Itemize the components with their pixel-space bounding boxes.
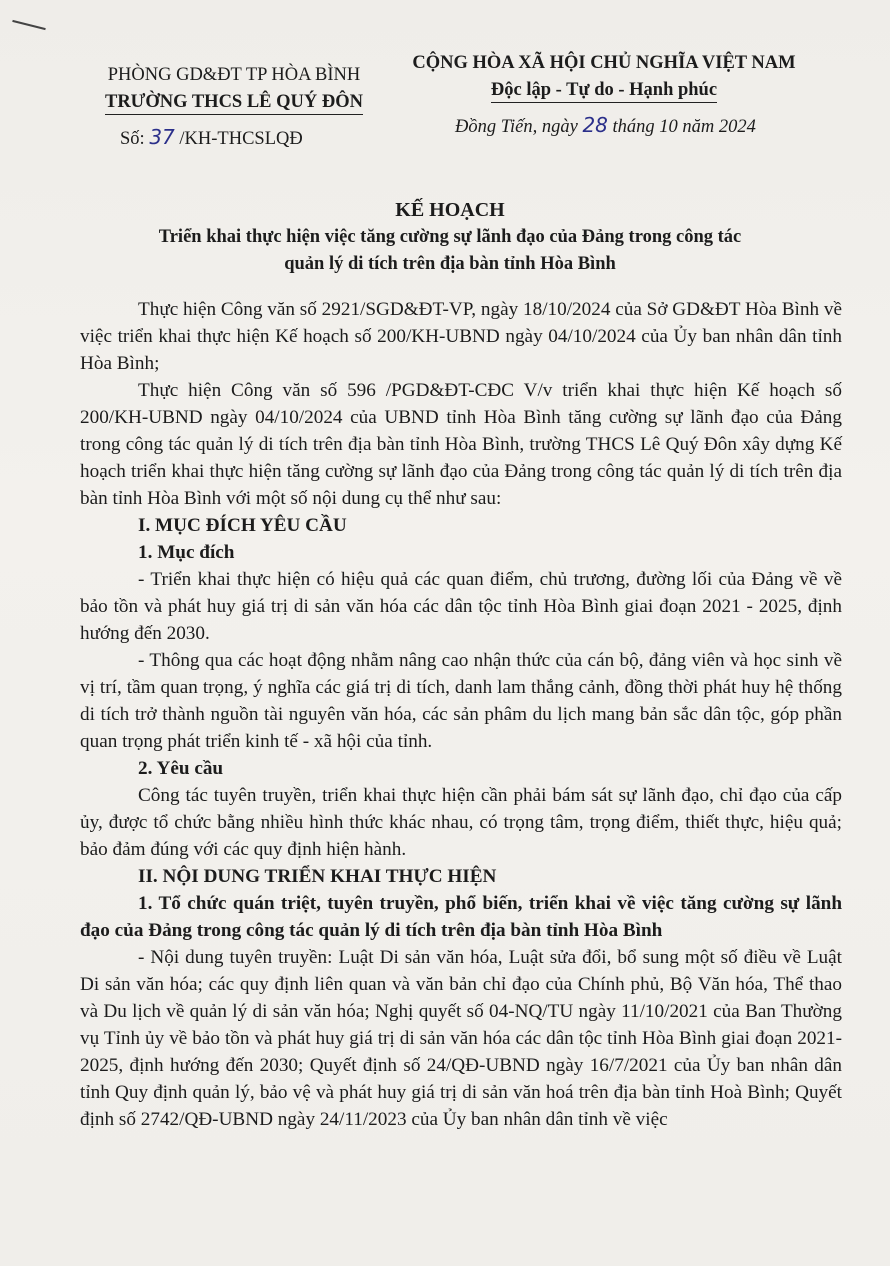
document-title: KẾ HOẠCH (395, 199, 505, 221)
section-heading-1: I. MỤC ĐÍCH YÊU CẦU (138, 515, 347, 536)
issuer-block (84, 62, 384, 116)
section-heading-2: II. NỘI DUNG TRIỂN KHAI THỰC HIỆN (138, 866, 497, 887)
document-body (80, 296, 842, 1133)
paragraph-3: - Triển khai thực hiện có hiệu quả các quan điểm, chủ trương, đường lối của Đảng về về bảo tồn và phát huy giá trị di sản văn hóa các dân tộc tỉnh Hòa Bình giai đoạn 2021 - 2025, định hướng đến 2030. (80, 569, 842, 644)
pen-mark (12, 20, 45, 30)
issuer-department: PHÒNG GD&ĐT TP HÒA BÌNH (107, 65, 361, 85)
subsection-heading-purpose: 1. Mục đích (138, 542, 235, 563)
issuer-school-text: TRƯỜNG THCS LÊ QUÝ ĐÔN (105, 90, 363, 115)
doc-number-suffix: /KH-THCSLQĐ (174, 129, 303, 149)
national-motto-block (384, 50, 824, 104)
doc-number-prefix: Số: (120, 129, 150, 149)
document-subtitle-line2: quản lý di tích trên địa bàn tỉnh Hòa Bình (284, 254, 616, 274)
nation-name: CỘNG HÒA XÃ HỘI CHỦ NGHĨA VIỆT NAM (412, 53, 796, 73)
paragraph-6: - Nội dung tuyên truyền: Luật Di sản văn hóa, Luật sửa đổi, bổ sung một số điều về Luật Di sản văn hóa; các quy định liên quan và văn bản chỉ đạo của Chính phủ, Bộ Văn hóa, Thể thao và Du lịch về quản lý di sản văn hóa; Nghị quyết số 04-NQ/TU ngày 11/10/2021 của Ban Thường vụ Tỉnh ủy về bảo tồn và phát huy giá trị di sản văn hóa các dân tộc tỉnh Hòa Bình giai đoạn 2021-2025, định hướng đến 2030; Quyết định số 24/QĐ-UBND ngày 16/7/2021 của Ủy ban nhân dân tỉnh Quy định quản lý, bảo vệ và phát huy giá trị di sản văn hoá trên địa bàn tỉnh Hoà Bình; Quyết định số 2742/QĐ-UBND ngày 24/11/2023 của Ủy ban nhân dân tỉnh về việc (80, 947, 842, 1130)
document-number (120, 125, 303, 150)
paragraph-2: Thực hiện Công văn số 596 /PGD&ĐT-CĐC V/v triển khai thực hiện Kế hoạch số 200/KH-UBND ngày 04/10/2024 của UBND tỉnh Hòa Bình tăng cường sự lãnh đạo của Đảng trong công tác quản lý di tích trên địa bàn tỉnh Hòa Bình, trường THCS Lê Quý Đôn xây dựng Kế hoạch triển khai thực hiện tăng cường sự lãnh đạo của Đảng trong công tác quản lý di tích trên địa bàn tỉnh Hòa Bình với một số nội dung cụ thể như sau: (80, 380, 842, 509)
document-subtitle-line1: Triển khai thực hiện việc tăng cường sự lãnh đạo của Đảng trong công tác (158, 227, 742, 247)
subsection-heading-dissemination: 1. Tổ chức quán triệt, tuyên truyền, phổ biến, triển khai về việc tăng cường sự lãnh đạo của Đảng trong công tác quản lý di tích trên địa bàn tỉnh Hòa Bình (80, 893, 842, 941)
document-date (455, 113, 756, 138)
subsection-heading-requirements: 2. Yêu cầu (138, 758, 224, 779)
date-prefix: Đồng Tiến, ngày (455, 117, 583, 137)
nation-motto-text: Độc lập - Tự do - Hạnh phúc (491, 78, 717, 103)
paragraph-4: - Thông qua các hoạt động nhằm nâng cao nhận thức của cán bộ, đảng viên và học sinh về vị trí, tầm quan trọng, ý nghĩa các giá trị di tích, danh lam thắng cảnh, đồng thời phát huy hệ thống di tích trở thành nguồn tài nguyên văn hóa, các sản phâm du lịch mang bản sắc dân tộc, góp phần quan trọng phát triển kinh tế - xã hội của tỉnh. (80, 650, 842, 752)
paragraph-5: Công tác tuyên truyền, triển khai thực hiện cần phải bám sát sự lãnh đạo, chỉ đạo của cấp ủy, được tổ chức bằng nhiều hình thức khác nhau, có trọng tâm, trọng điểm, thiết thực, hiệu quả; bảo đảm đúng với các quy định hiện hành. (80, 785, 842, 860)
date-day-handwritten: 28 (582, 113, 608, 137)
date-suffix: tháng 10 năm 2024 (607, 117, 756, 137)
paragraph-1: Thực hiện Công văn số 2921/SGD&ĐT-VP, ngày 18/10/2024 của Sở GD&ĐT Hòa Bình về việc triển khai thực hiện Kế hoạch số 200/KH-UBND ngày 04/10/2024 của Ủy ban nhân dân tỉnh Hòa Bình; (80, 299, 842, 374)
issuer-school (84, 89, 384, 116)
doc-number-handwritten: 37 (149, 125, 175, 149)
title-block (70, 196, 830, 278)
nation-motto (384, 77, 824, 104)
